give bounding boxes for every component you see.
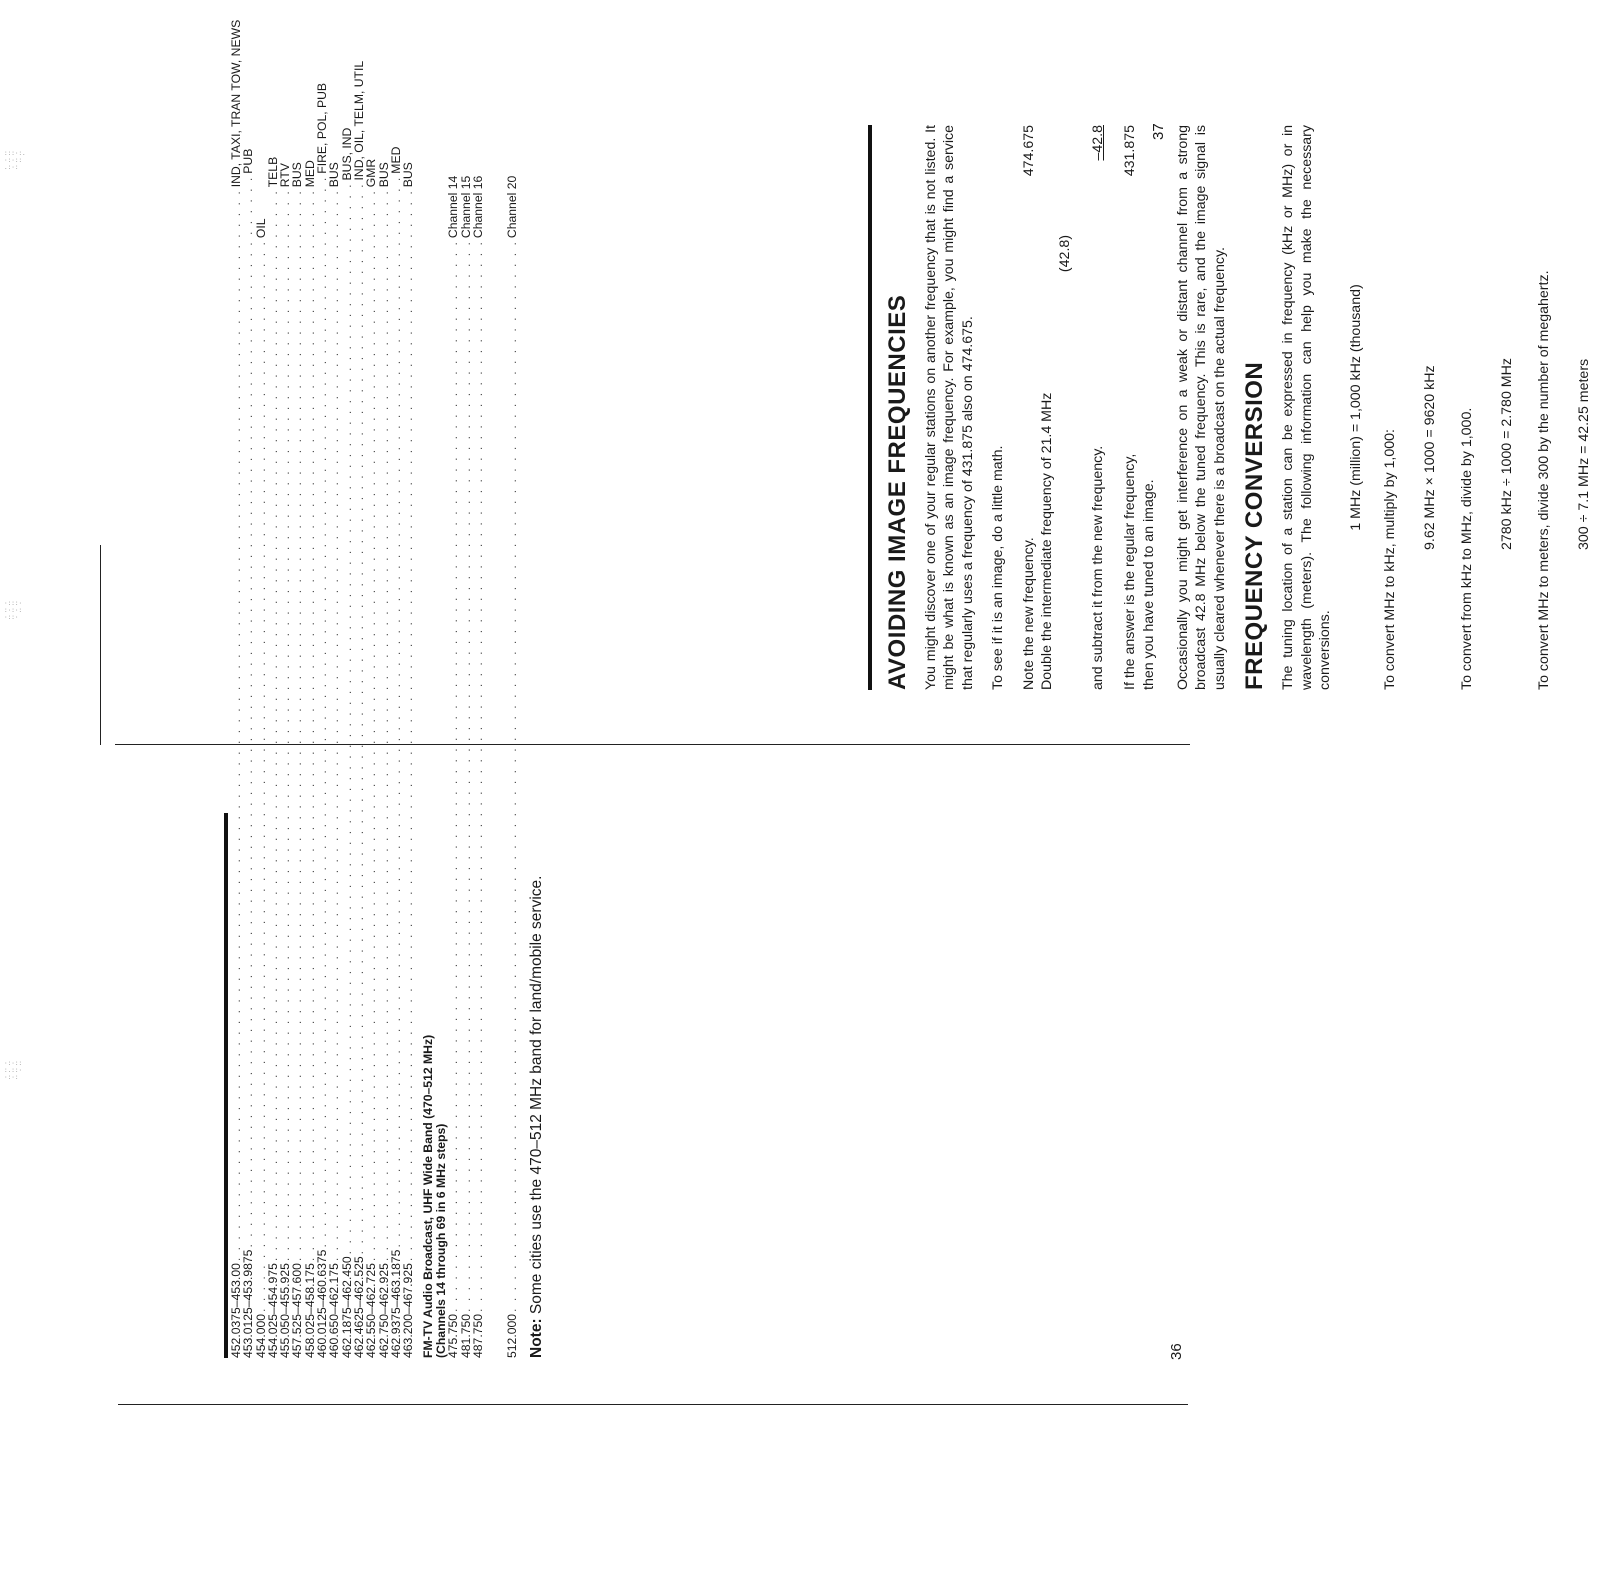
- section-title-frequency-conversion: FREQUENCY CONVERSION: [1241, 361, 1269, 690]
- row-service: Channel 20: [505, 175, 520, 239]
- math-line: [1038, 125, 1056, 690]
- page-number-left: 36: [1168, 1343, 1185, 1360]
- image-math: [1020, 125, 1158, 690]
- row-service: GMR: [364, 158, 379, 188]
- row-frequency: 452.0375–453.00: [229, 1263, 243, 1358]
- row-frequency: 462.9375–463.1875: [388, 1249, 403, 1358]
- row-service: IND, TAXI, TRAN TOW, NEWS: [229, 19, 243, 188]
- scan-speck: ·:·:: :.::· ·:·:: [4, 1060, 23, 1081]
- row-service: BUS, IND: [339, 127, 354, 181]
- row-service: TELB: [265, 156, 280, 188]
- row-frequency: 512.000: [505, 1313, 520, 1358]
- note-text: Some cities use the 470–512 MHz band for land/mobile service.: [527, 875, 545, 1319]
- math-value: (42.8): [1057, 235, 1074, 273]
- band-title: [422, 813, 447, 1358]
- equation-meters: 300 ÷ 7.1 MHz = 42.25 meters: [1575, 358, 1592, 550]
- table-row-last: [505, 175, 520, 1358]
- leader-dots: [472, 240, 484, 1312]
- leader-dots: [378, 189, 390, 1261]
- math-step: If the answer is the regular frequency,: [1122, 453, 1139, 690]
- math-step: Double the intermediate frequency of 21.4 MHz: [1039, 392, 1056, 690]
- row-service: MED: [388, 146, 403, 174]
- row-frequency: 454.000: [253, 1313, 268, 1358]
- row-frequency: 460.650–462.175: [327, 1263, 342, 1358]
- row-frequency: 454.025–454.975: [265, 1263, 280, 1358]
- equation-mhz-khz: 1 MHz (million) = 1,000 kHz (thousand): [1347, 284, 1364, 531]
- math-line: [1140, 125, 1158, 690]
- band-title-line1: FM-TV Audio Broadcast, UHF Wide Band (470–512 MHz): [421, 1034, 436, 1358]
- row-service: Channel 16: [471, 175, 486, 239]
- row-frequency: 460.0125–460.6375: [315, 1249, 330, 1358]
- leader-dots: [328, 189, 340, 1261]
- leader-dots: [291, 189, 303, 1261]
- note-label: Note:: [527, 1318, 545, 1358]
- row-service: FIRE, POL, PUB: [315, 82, 330, 174]
- row-frequency: 487.750: [471, 1313, 486, 1358]
- scan-speck: :::·:. ·:·:: .:·:: [4, 150, 26, 171]
- page-number-right: 37: [1150, 123, 1167, 140]
- band-title-line2: (Channels 14 through 69 in 6 MHz steps): [433, 1123, 448, 1358]
- table-row: [401, 162, 416, 1358]
- row-service: Channel 14: [446, 175, 461, 239]
- row-frequency: 458.025–458.175: [302, 1263, 317, 1358]
- row-frequency: 455.050–455.925: [278, 1263, 293, 1358]
- note: [527, 813, 545, 1358]
- row-service: PUB: [241, 148, 256, 174]
- math-line: [1056, 125, 1074, 690]
- paragraph-interference: Occasionally you might get interference on a weak or distant channel from a strong broadcast 42.8 MHz below the tuned frequency. This is rare, and the image signal is usually cleared whenever there is a broadcast on the actual frequency.: [1175, 125, 1228, 690]
- row-service: BUS: [401, 162, 416, 188]
- math-step: then you have tuned to an image.: [1140, 479, 1157, 690]
- instruction-khz-to-mhz: To convert from kHz to MHz, divide by 1,000.: [1458, 407, 1475, 690]
- table-row: [364, 158, 379, 1358]
- row-frequency: 457.525–457.600: [290, 1263, 305, 1358]
- frequency-table: [224, 19, 545, 1358]
- top-rule: [224, 813, 228, 1358]
- table-row: [327, 162, 342, 1358]
- row-frequency: 462.4625–462.525: [351, 1256, 366, 1358]
- math-value: 474.675: [1020, 125, 1037, 177]
- equation-multiply: 9.62 MHz × 1000 = 9620 kHz: [1422, 365, 1439, 550]
- row-frequency: 462.550–462.725: [364, 1263, 379, 1358]
- leader-dots: [402, 189, 414, 1261]
- paragraph-conversion-intro: The tuning location of a station can be expressed in frequency (kHz or MHz) or in wavelength (meters). The following information can help you make the necessary conversions.: [1280, 125, 1334, 690]
- math-value: 431.875: [1122, 125, 1139, 177]
- fold-line-vertical: [100, 545, 101, 745]
- row-service: BUS: [327, 162, 342, 188]
- table-row: [446, 175, 461, 1358]
- leader-dots: [365, 189, 377, 1261]
- row-frequency: 463.200–467.925: [401, 1263, 416, 1358]
- scan-speck: ·:::· :·:·: ·::·: [4, 600, 23, 621]
- math-value: –42.8: [1089, 125, 1106, 161]
- math-line: [1121, 125, 1139, 690]
- table-row: [376, 162, 391, 1358]
- row-service: IND, OIL, TELM, UTIL: [351, 60, 366, 181]
- table-row: [241, 148, 256, 1358]
- row-service: OIL: [253, 218, 268, 239]
- leader-dots: [506, 240, 518, 1312]
- row-service: RTV: [278, 163, 293, 188]
- row-frequency: 453.0125–453.9875: [241, 1249, 256, 1358]
- table-row: [471, 175, 486, 1358]
- math-line: [1089, 125, 1107, 690]
- channel-rows: [446, 175, 486, 1358]
- table-row: [290, 162, 305, 1358]
- instruction-mhz-to-khz: To convert MHz to kHz, multiply by 1,000:: [1381, 429, 1398, 690]
- top-rule: [868, 125, 872, 690]
- row-service: BUS: [290, 162, 305, 188]
- row-frequency: 475.750: [446, 1313, 461, 1358]
- math-line: [1020, 125, 1038, 690]
- math-step: and subtract it from the new frequency.: [1089, 445, 1106, 690]
- row-frequency: 481.750: [458, 1313, 473, 1358]
- fold-line-left: [118, 1404, 1188, 1405]
- row-service: Channel 15: [458, 175, 473, 239]
- paragraph-intro: You might discover one of your regular stations on another frequency that is not listed. It might be what is known as an image frequency. For example, you might find a service that regularly uses a frequency of 431.875 also on 474.675.: [923, 125, 976, 690]
- leader-dots: [447, 240, 459, 1312]
- right-page-content: [868, 125, 1611, 690]
- row-frequency: 462.1875–462.450: [339, 1256, 354, 1358]
- instruction-mhz-to-meters: To convert MHz to meters, divide 300 by the number of megahertz.: [1535, 270, 1552, 690]
- section-title-image-frequencies: AVOIDING IMAGE FREQUENCIES: [884, 294, 911, 690]
- paragraph-math-intro: To see if it is an image, do a little math.: [990, 445, 1007, 690]
- equation-divide: 2780 kHz ÷ 1000 = 2.780 MHz: [1499, 358, 1516, 550]
- row-service: MED: [302, 160, 317, 188]
- math-step: Note the new frequency.: [1020, 537, 1037, 690]
- frequency-rows: [229, 19, 416, 1358]
- leader-dots: [242, 176, 254, 1248]
- row-service: BUS: [376, 162, 391, 188]
- row-frequency: 462.750–462.925: [376, 1263, 391, 1358]
